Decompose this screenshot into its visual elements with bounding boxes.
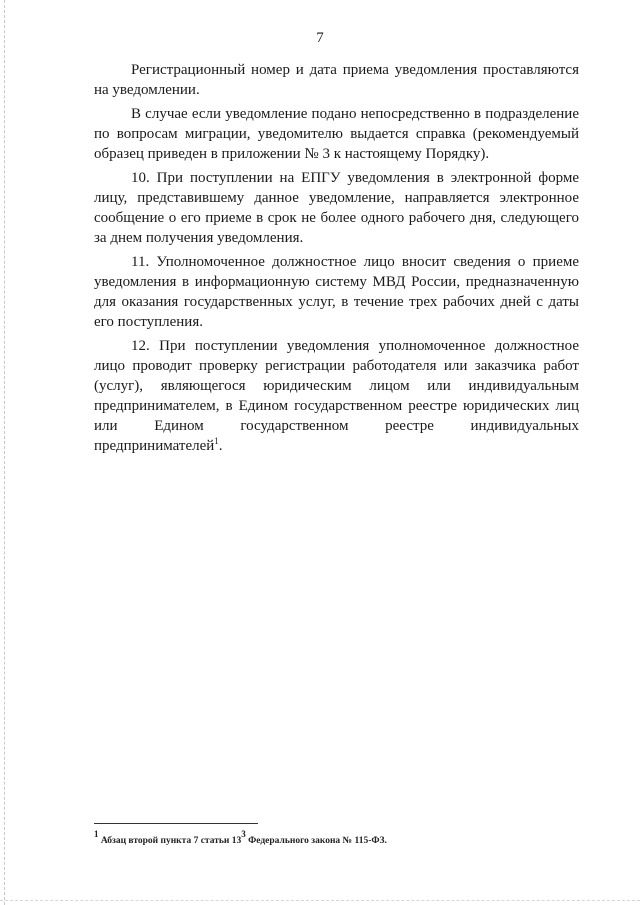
- document-body: [94, 60, 579, 460]
- paragraph-text: В случае если уведомление подано непосредственно в подразделение по вопросам миграции, уведомителю выдается справка (рекомендуемый образец приведен в приложении № 3 к настоящему Порядку).: [94, 106, 579, 162]
- footnote-text-after: Федерального закона № 115-ФЗ.: [245, 836, 387, 846]
- paragraph-text: 11. Уполномоченное должностное лицо вносит сведения о приеме уведомления в информационную систему МВД России, предназначенную для оказания государственных услуг, в течение трех рабочих дней с даты его поступления.: [94, 254, 579, 330]
- paragraph-text: Регистрационный номер и дата приема уведомления проставляются на уведомлении.: [94, 62, 579, 98]
- footnote-superscript: 3: [241, 829, 246, 839]
- paragraph-registration: [94, 60, 579, 100]
- paragraph-certificate: [94, 104, 579, 164]
- paragraph-item-11: [94, 252, 579, 332]
- footnote-text-before: Абзац второй пункта 7 статьи 13: [100, 836, 242, 846]
- footnote: [94, 829, 579, 847]
- paragraph-text: 10. При поступлении на ЕПГУ уведомления в электронной форме лицу, представившему данное уведомление, направляется электронное сообщение о его приеме в срок не более одного рабочего дня, следующего за днем получения уведомления.: [94, 170, 579, 246]
- page-number: 7: [316, 30, 324, 46]
- paragraph-item-12: 12. При поступлении уведомления уполномоченное должностное лицо проводит проверку регистрации работодателя или заказчика работ (услуг), являющегося юридическим лицом или индивидуальным предпринимателем, в Едином государственном реестре юридических лиц или Едином государственном реестре индивидуальных предпринимателей$^1$.: [94, 338, 579, 454]
- scan-edge-left: [4, 0, 6, 905]
- paragraph-text: 12. При поступлении уведомления уполномоченное должностное лицо проводит проверку регистрации работодателя или заказчика работ (услуг), являющегося юридическим лицом или индивидуальным предпринимателем, в Едином государственном реестре юридических лиц или Едином государственном реестре индивидуальных предпринимателей: [94, 338, 579, 454]
- footnote-marker: 1: [94, 829, 99, 839]
- footnote-divider: [94, 823, 258, 824]
- paragraph-item-10: [94, 168, 579, 248]
- scan-edge-bottom: [0, 900, 640, 901]
- footnote-reference[interactable]: 1: [214, 436, 219, 446]
